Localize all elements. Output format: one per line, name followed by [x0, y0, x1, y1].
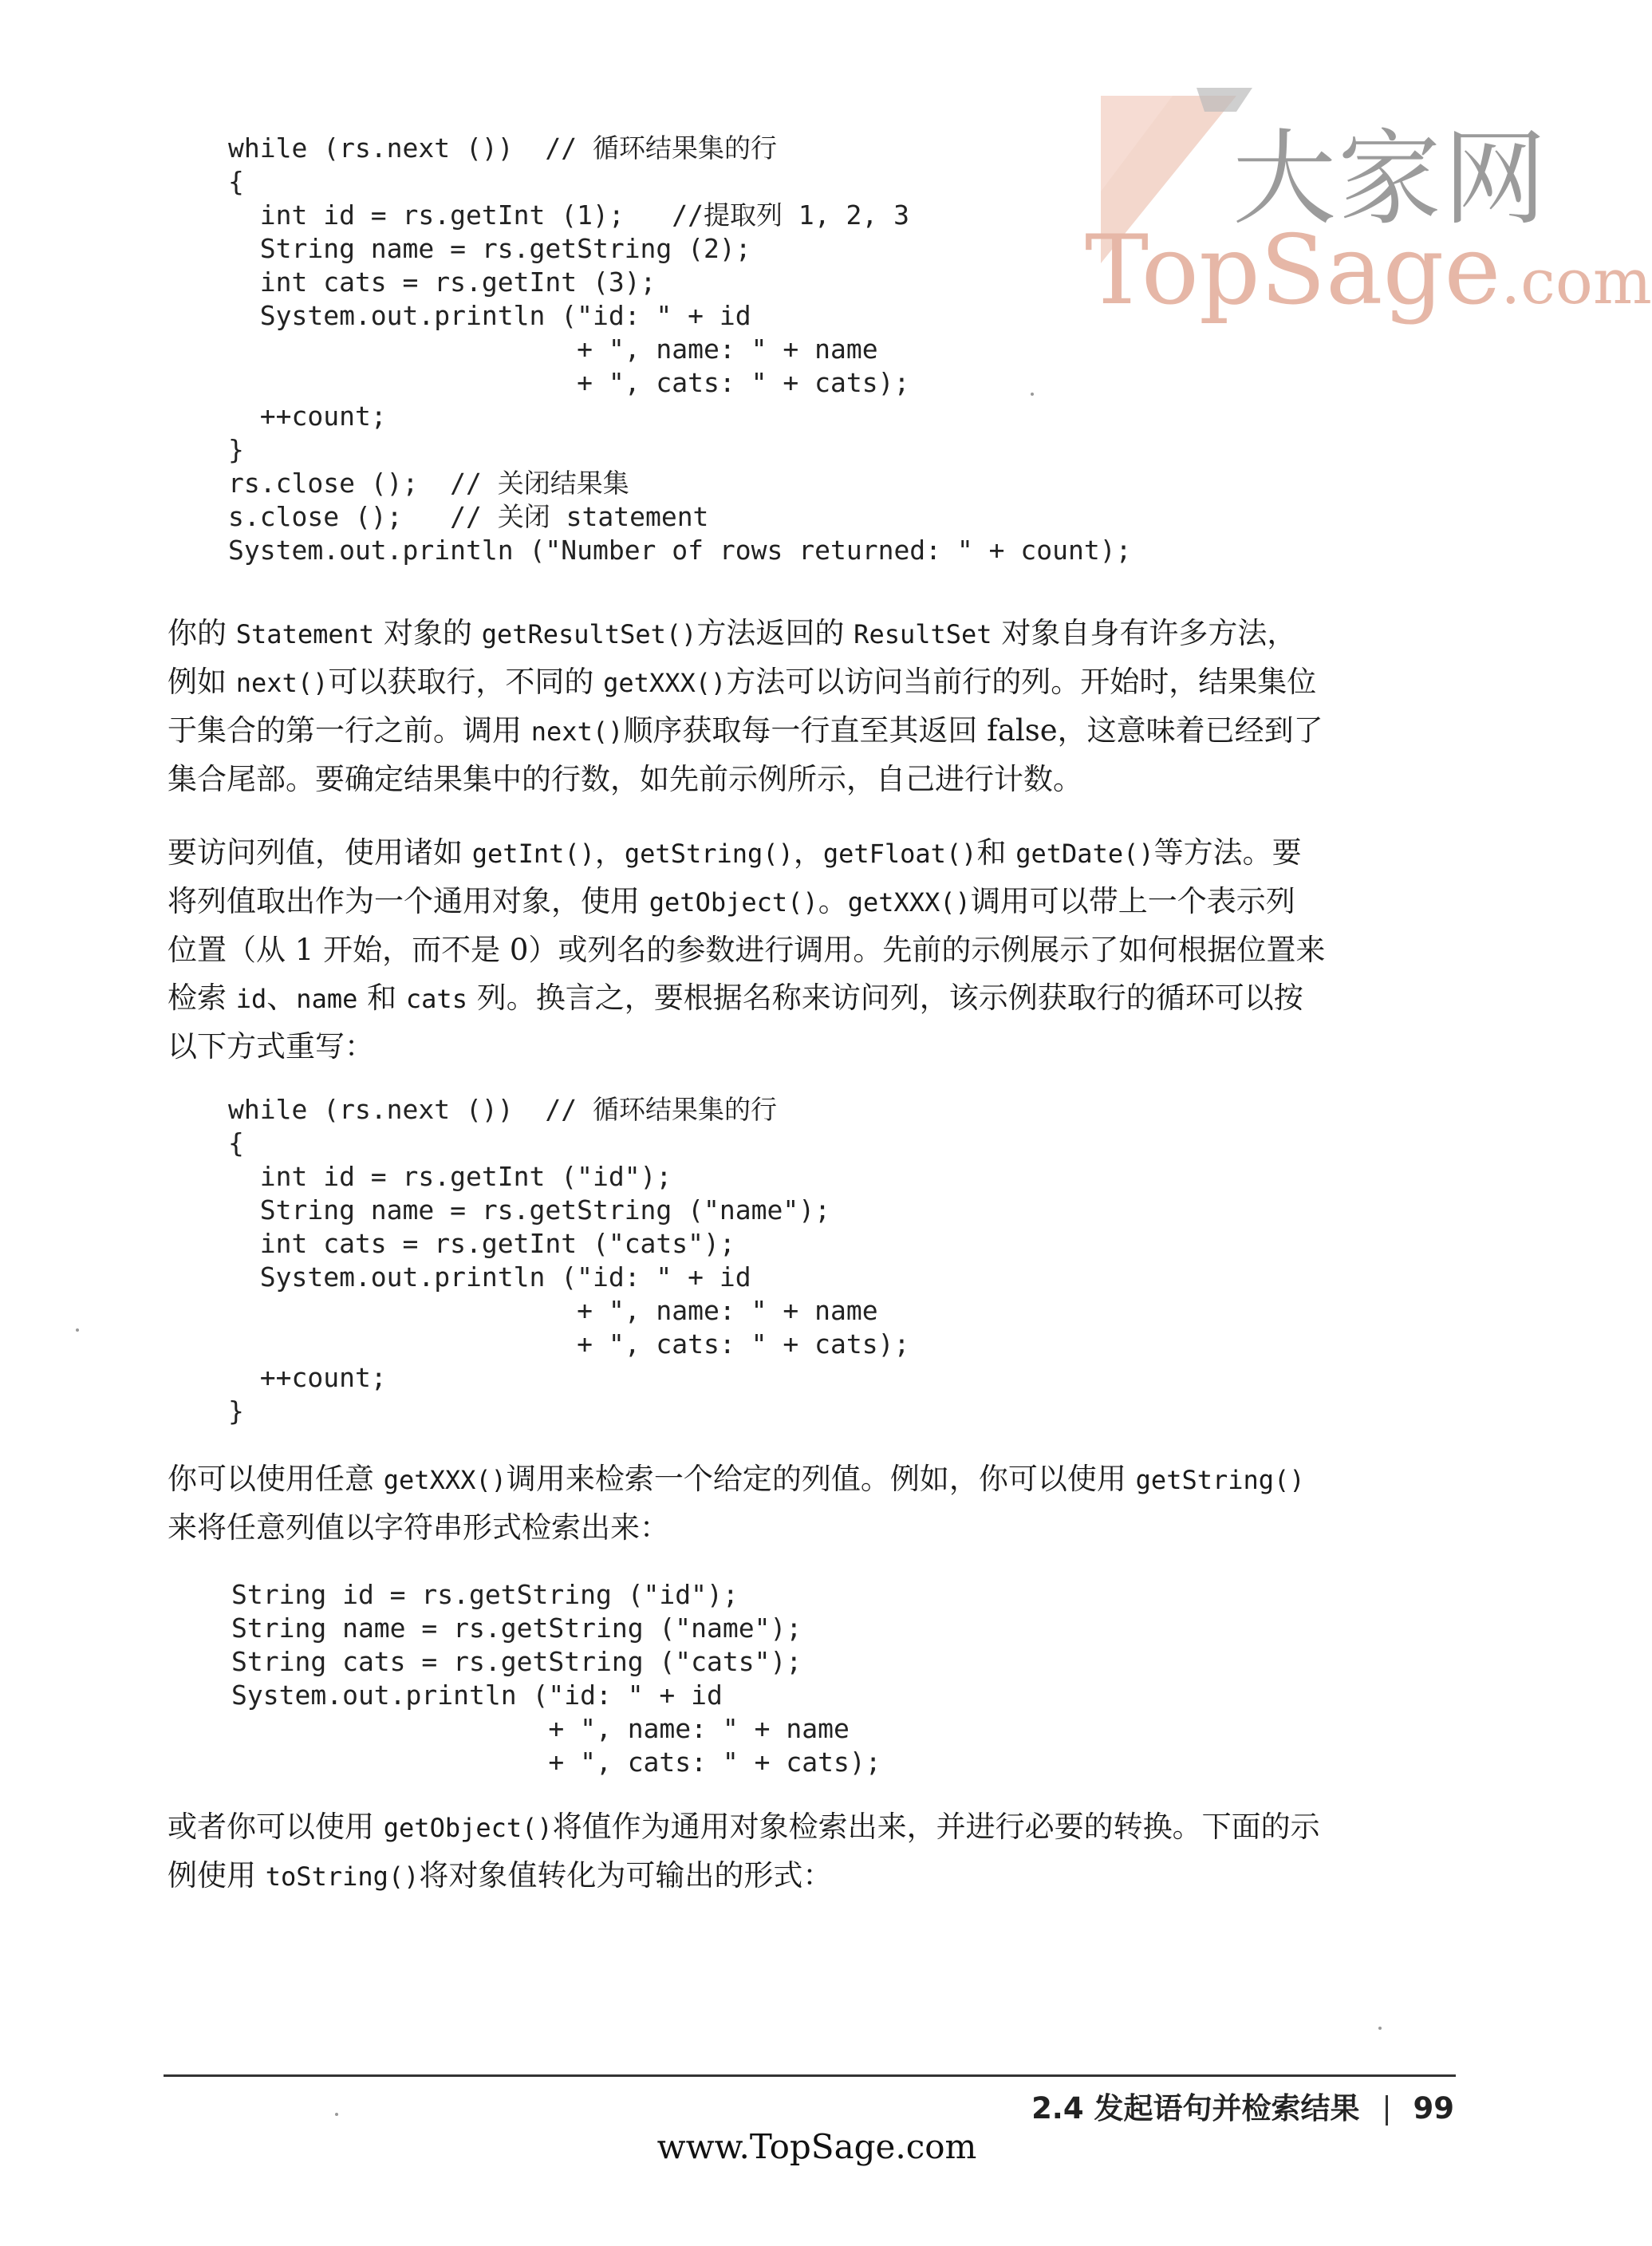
scan-speck [1031, 393, 1034, 396]
text-line: 例使用 toString()将对象值转化为可输出的形式： [168, 1858, 833, 1893]
code-block-getstring: String id = rs.getString ("id"); String name = rs.getString ("name"); String cats = rs.getString ("cats"); System.out.println ("id: " + id + ", name: " + name + ", cats: " + cats); [231, 1579, 881, 1778]
watermark-logo [1061, 80, 1652, 351]
text-line: 你可以使用任意 getXXX()调用来检索一个给定的列值。例如，你可以使用 getString() [168, 1462, 1305, 1496]
page-number: 99 [1413, 2091, 1454, 2126]
text-line: 例如 next()可以获取行，不同的 getXXX()方法可以访问当前行的列。开始时，结果集位 [168, 665, 1317, 699]
running-footer [1031, 2084, 1454, 2127]
watermark-brand: TopSage [1085, 215, 1501, 326]
watermark-chinese-text: 大家网 [1232, 118, 1549, 239]
text-line: 将列值取出作为一个通用对象，使用 getObject()。getXXX()调用可以带上一个表示列 [168, 884, 1295, 918]
text-line: 来将任意列值以字符串形式检索出来： [168, 1510, 669, 1545]
footer-section-title: 2.4 发起语句并检索结果 [1031, 2091, 1360, 2126]
code-block-position-access: while (rs.next ()) // 循环结果集的行 { int id = rs.getInt (1); //提取列 1, 2, 3 String name = rs.getString (2); int cats = rs.getInt (3); System.out.println ("id: " + id + ", name: " + name + ", cats: " + cats); ++count; } rs.close (); // 关闭结果集 s.close (); // 关闭 statement System.out.println ("Number of rows returned: " + count); [228, 132, 1132, 566]
watermark-brand-text [1085, 215, 1652, 326]
text-line: 你的 Statement 对象的 getResultSet()方法返回的 ResultSet 对象自身有许多方法， [168, 616, 1297, 650]
scan-speck [335, 2113, 338, 2116]
text-line: 于集合的第一行之前。调用 next()顺序获取每一行直至其返回 false，这意味着已经到了 [168, 713, 1323, 748]
footer-separator [1386, 2095, 1388, 2126]
scan-speck [1378, 2027, 1382, 2030]
text-line: 或者你可以使用 getObject()将值作为通用对象检索出来，并进行必要的转换。下面的示 [168, 1810, 1320, 1844]
text-line: 位置（从 1 开始，而不是 0）或列名的参数进行调用。先前的示例展示了如何根据位置来 [168, 933, 1326, 967]
paragraph-resultset-methods [168, 610, 1444, 803]
text-line: 集合尾部。要确定结果集中的行数，如先前示例所示，自己进行计数。 [168, 762, 1082, 796]
footer-divider [164, 2074, 1456, 2077]
text-line: 要访问列值，使用诸如 getInt()，getString()，getFloat()和 getDate()等方法。要 [168, 835, 1302, 870]
code-block-name-access: while (rs.next ()) // 循环结果集的行 { int id = rs.getInt ("id"); String name = rs.getString ("name"); int cats = rs.getInt ("cats"); System.out.println ("id: " + id + ", name: " + name + ", cats: " + cats); ++count; } [228, 1094, 910, 1427]
scan-speck [76, 1328, 79, 1332]
text-line: 以下方式重写： [168, 1029, 374, 1064]
footer-url: www.TopSage.com [656, 2127, 977, 2166]
paragraph-column-access [168, 829, 1444, 1071]
paragraph-getobject [168, 1803, 1444, 1901]
text-line: 检索 id、name 和 cats 列。换言之，要根据名称来访问列，该示例获取行的循环可以按 [168, 981, 1303, 1015]
watermark-brand-suffix: .com [1500, 247, 1652, 318]
paragraph-getstring [168, 1455, 1444, 1552]
